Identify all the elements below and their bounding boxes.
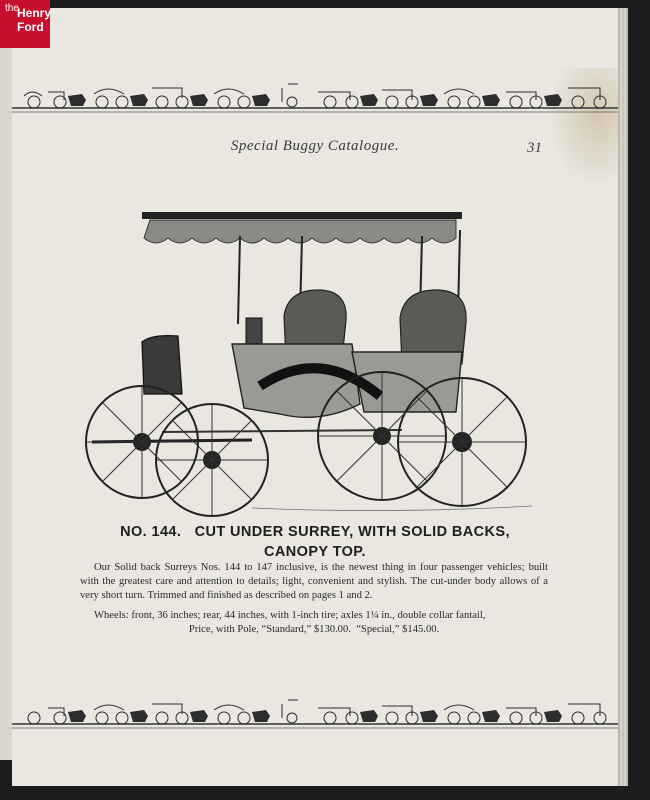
page-number: 31	[527, 140, 542, 156]
surrey-illustration	[72, 206, 542, 526]
carriage-border-icon	[12, 74, 618, 120]
top-decorative-border	[12, 74, 618, 120]
item-heading	[12, 522, 618, 562]
previous-page-edge	[0, 30, 12, 760]
wheels-spec: Wheels: front, 36 inches; rear, 44 inches, with 1-inch tire; axles 1¼ in., double collar fantail,	[94, 609, 486, 621]
logo-text-henry: Henry	[17, 6, 52, 20]
price-line: Price, with Pole, “Standard,” $130.00. “Special,” $145.00.	[188, 623, 440, 635]
surrey-carriage-icon	[72, 206, 542, 526]
carriage-border-icon	[12, 690, 618, 736]
logo-text-the: the	[5, 3, 19, 14]
running-title: Special Buggy Catalogue.	[230, 138, 400, 154]
description-paragraph: Our Solid back Surreys Nos. 144 to 147 inclusive, is the newest thing in four passenger vehicles; built with the greatest care and attention to details; light, convenient and stylish. The cut-under body allows of a very short turn. Trimmed and finished as described on pages 1 and 2.	[80, 562, 548, 602]
logo-text-ford: Ford	[17, 20, 44, 34]
item-description	[80, 561, 548, 637]
catalogue-page	[12, 8, 620, 786]
henry-ford-logo	[0, 0, 50, 48]
bottom-decorative-border	[12, 690, 618, 736]
heading-line-2: CANOPY TOP.	[264, 544, 366, 560]
heading-line-1: NO. 144. CUT UNDER SURREY, WITH SOLID BACKS,	[120, 524, 510, 540]
